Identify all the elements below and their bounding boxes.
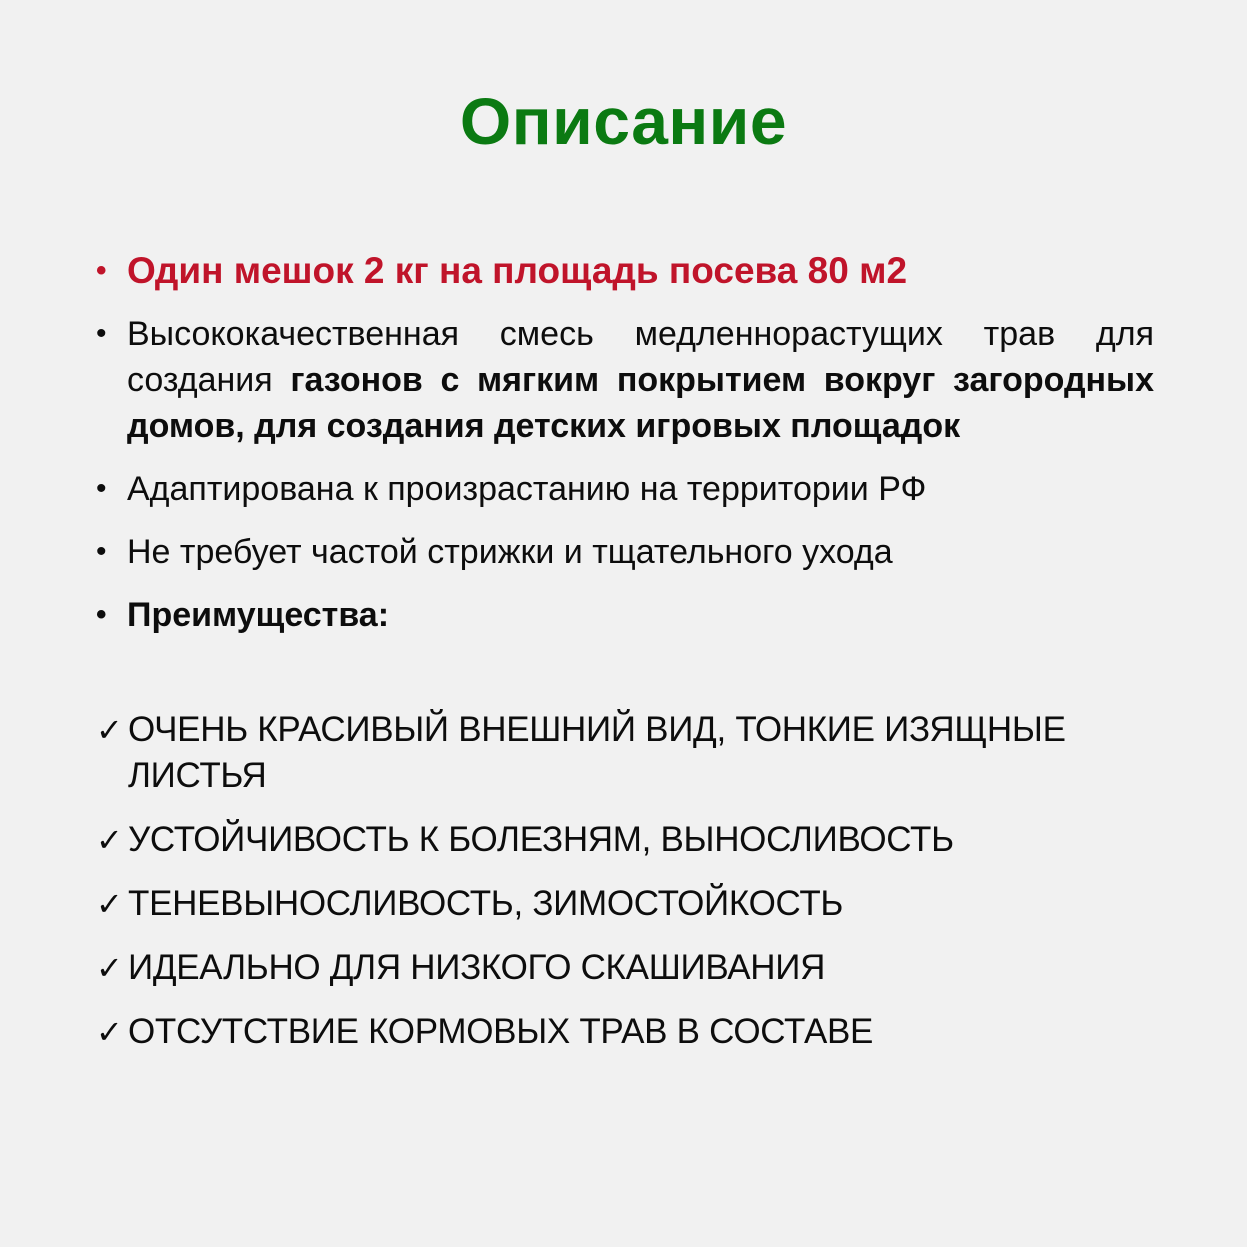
bullet-list — [94, 248, 1154, 655]
advantage-item — [96, 1009, 1156, 1055]
checkmark-icon: ✓ — [96, 712, 123, 748]
bullet-text: Один мешок 2 кг на площадь посева 80 м2 — [127, 250, 908, 291]
checkmark-icon: ✓ — [96, 822, 123, 858]
advantages-list — [96, 707, 1156, 1073]
bullet-text: Высококачественная смесь медленнорастущих трав для создания — [127, 315, 1154, 399]
bullet-text: Преимущества: — [127, 596, 390, 634]
checkmark-icon: ✓ — [96, 1014, 123, 1050]
bullet-item-advantages-heading — [94, 592, 1154, 638]
checkmark-icon: ✓ — [96, 886, 123, 922]
advantage-item — [96, 945, 1156, 991]
advantage-text: ИДЕАЛЬНО ДЛЯ НИЗКОГО СКАШИВАНИЯ — [128, 948, 826, 987]
bullet-text: Адаптирована к произрастанию на территории РФ — [127, 470, 927, 508]
advantage-item — [96, 817, 1156, 863]
checkmark-icon: ✓ — [96, 950, 123, 986]
page-title: Описание — [459, 84, 788, 158]
advantage-item — [96, 707, 1156, 799]
bullet-item-care — [94, 529, 1154, 575]
bullet-dot-icon: • — [96, 254, 107, 287]
bullet-text-wrap — [127, 311, 1154, 449]
bullet-dot-icon: • — [96, 598, 107, 631]
bullet-item-adapted — [94, 466, 1154, 512]
advantage-text: ОЧЕНЬ КРАСИВЫЙ ВНЕШНИЙ ВИД, ТОНКИЕ ИЗЯЩНЫЕ ЛИСТЬЯ — [128, 710, 1066, 795]
advantage-text: ОТСУТСТВИЕ КОРМОВЫХ ТРАВ В СОСТАВЕ — [128, 1012, 874, 1051]
bullet-text: Не требует частой стрижки и тщательного ухода — [127, 533, 893, 571]
bullet-dot-icon: • — [96, 535, 107, 568]
bullet-dot-icon: • — [96, 317, 107, 350]
advantage-text: УСТОЙЧИВОСТЬ К БОЛЕЗНЯМ, ВЫНОСЛИВОСТЬ — [128, 820, 954, 859]
bullet-item-mixture — [94, 311, 1154, 449]
advantage-text: ТЕНЕВЫНОСЛИВОСТЬ, ЗИМОСТОЙКОСТЬ — [128, 884, 844, 923]
bullet-dot-icon: • — [96, 472, 107, 505]
bullet-text-bold: газонов с мягким покрытием вокруг загородных домов, для создания детских игровых площадок — [127, 361, 1155, 445]
bullet-item-seed-amount — [94, 248, 1154, 294]
advantage-item — [96, 881, 1156, 927]
